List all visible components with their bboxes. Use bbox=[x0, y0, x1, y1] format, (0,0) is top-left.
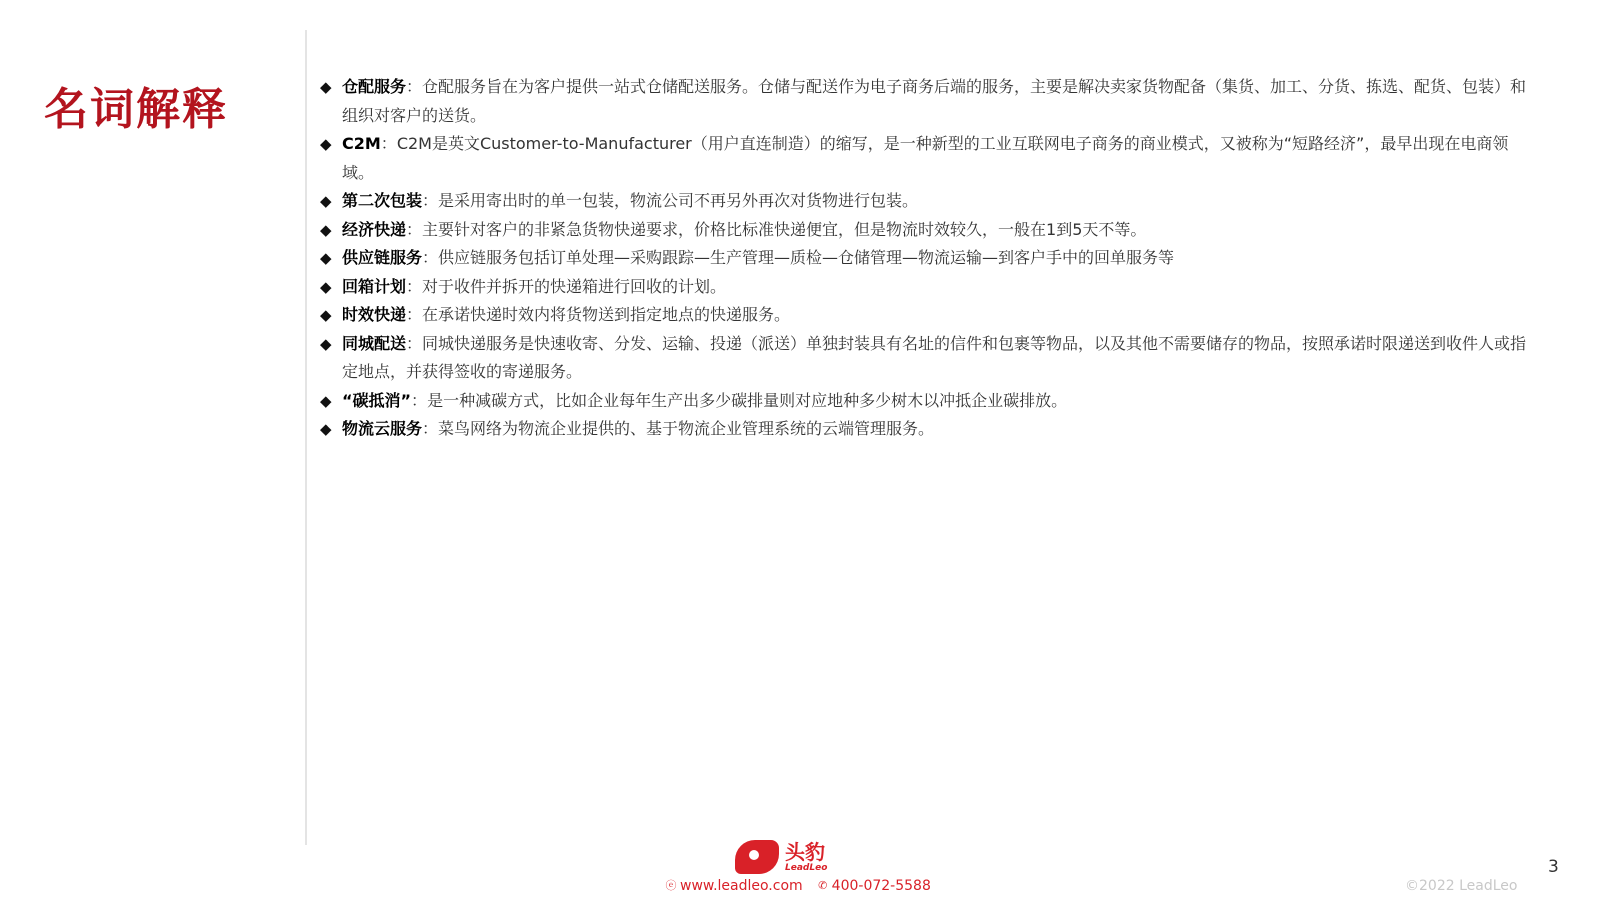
glossary-item bbox=[320, 301, 1530, 330]
term-description: 仓配服务旨在为客户提供一站式仓储配送服务。仓储与配送作为电子商务后端的服务，主要是解决卖家货物配备（集货、加工、分货、拣选、配货、包装）和组织对客户的送货。 bbox=[342, 77, 1527, 125]
diamond-bullet-icon: ◆ bbox=[320, 306, 332, 324]
term-description: C2M是英文Customer-to-Manufacturer（用户直连制造）的缩写，是一种新型的工业互联网电子商务的商业模式，又被称为“短路经济”，最早出现在电商领域。 bbox=[342, 134, 1509, 182]
term-name: 物流云服务 bbox=[342, 419, 423, 438]
term-description: 是采用寄出时的单一包装，物流公司不再另外再次对货物进行包装。 bbox=[438, 191, 919, 210]
glossary-item bbox=[320, 330, 1530, 387]
glossary-item bbox=[320, 415, 1530, 444]
term-separator: ： bbox=[422, 419, 439, 438]
term-separator: ： bbox=[406, 219, 423, 239]
diamond-bullet-icon: ◆ bbox=[320, 334, 332, 353]
phone-contact bbox=[817, 878, 931, 894]
diamond-bullet-icon: ◆ bbox=[320, 135, 332, 153]
term-description: 对于收件并拆开的快递箱进行回收的计划。 bbox=[422, 276, 727, 296]
term-description: 菜鸟网络为物流企业提供的、基于物流企业管理系统的云端管理服务。 bbox=[438, 419, 935, 438]
term-description: 主要针对客户的非紧急货物快递要求，价格比标准快递便宜，但是物流时效较久，一般在1到5天不等。 bbox=[422, 219, 1147, 239]
term-name: 回箱计划 bbox=[342, 276, 407, 296]
website-link[interactable] bbox=[665, 878, 803, 894]
diamond-bullet-icon: ◆ bbox=[320, 78, 332, 96]
term-separator: ： bbox=[380, 134, 397, 153]
term-name: 时效快递 bbox=[342, 305, 407, 324]
logo-english-name: LeadLeo bbox=[785, 863, 828, 873]
term-name: 同城配送 bbox=[342, 333, 407, 353]
website-text: www.leadleo.com bbox=[680, 878, 803, 894]
page-title: 名词解释 bbox=[44, 84, 228, 135]
term-name: 仓配服务 bbox=[342, 77, 407, 96]
glossary-item bbox=[320, 387, 1530, 416]
term-name: C2M bbox=[342, 134, 381, 153]
term-name: 经济快递 bbox=[342, 219, 407, 239]
term-separator: ： bbox=[422, 191, 439, 210]
diamond-bullet-icon: ◆ bbox=[320, 277, 332, 296]
diamond-bullet-icon: ◆ bbox=[320, 420, 332, 438]
phone-icon: ✆ bbox=[818, 879, 828, 892]
logo-text bbox=[785, 841, 827, 873]
e-globe-icon: ⓔ bbox=[665, 879, 677, 892]
page-number: 3 bbox=[1548, 857, 1559, 877]
logo-chinese-name: 头豹 bbox=[785, 840, 825, 864]
glossary-list bbox=[320, 73, 1530, 444]
diamond-bullet-icon: ◆ bbox=[320, 391, 332, 410]
term-separator: ： bbox=[406, 276, 423, 296]
glossary-item bbox=[320, 73, 1530, 130]
term-name: 供应链服务 bbox=[342, 248, 423, 267]
glossary-item bbox=[320, 130, 1530, 187]
term-separator: ： bbox=[406, 305, 423, 324]
term-separator: ： bbox=[406, 77, 423, 96]
brand-logo bbox=[735, 840, 827, 874]
diamond-bullet-icon: ◆ bbox=[320, 220, 332, 239]
term-separator: ： bbox=[422, 248, 439, 267]
term-description: 是一种减碳方式，比如企业每年生产出多少碳排量则对应地种多少树木以冲抵企业碳排放。 bbox=[427, 390, 1068, 410]
term-description: 供应链服务包括订单处理—采购跟踪—生产管理—质检—仓储管理—物流运输—到客户手中的回单服务等 bbox=[438, 248, 1175, 267]
vertical-divider bbox=[305, 30, 307, 845]
phone-text: 400-072-5588 bbox=[831, 878, 931, 894]
term-separator: ： bbox=[411, 390, 428, 410]
diamond-bullet-icon: ◆ bbox=[320, 192, 332, 210]
term-description: 同城快递服务是快速收寄、分发、运输、投递（派送）单独封装具有名址的信件和包裹等物品，以及其他不需要储存的物品，按照承诺时限递送到收件人或指定地点，并获得签收的寄递服务。 bbox=[342, 333, 1527, 381]
glossary-item bbox=[320, 244, 1530, 273]
glossary-item bbox=[320, 273, 1530, 302]
term-name: 第二次包装 bbox=[342, 191, 423, 210]
leopard-logo-icon bbox=[735, 840, 779, 874]
term-separator: ： bbox=[406, 333, 423, 353]
glossary-item bbox=[320, 187, 1530, 216]
term-description: 在承诺快递时效内将货物送到指定地点的快递服务。 bbox=[422, 305, 791, 324]
term-name: “碳抵消” bbox=[342, 390, 412, 410]
copyright-text: ©2022 LeadLeo bbox=[1405, 878, 1518, 894]
diamond-bullet-icon: ◆ bbox=[320, 249, 332, 267]
glossary-item bbox=[320, 216, 1530, 245]
footer-contacts bbox=[665, 878, 931, 894]
